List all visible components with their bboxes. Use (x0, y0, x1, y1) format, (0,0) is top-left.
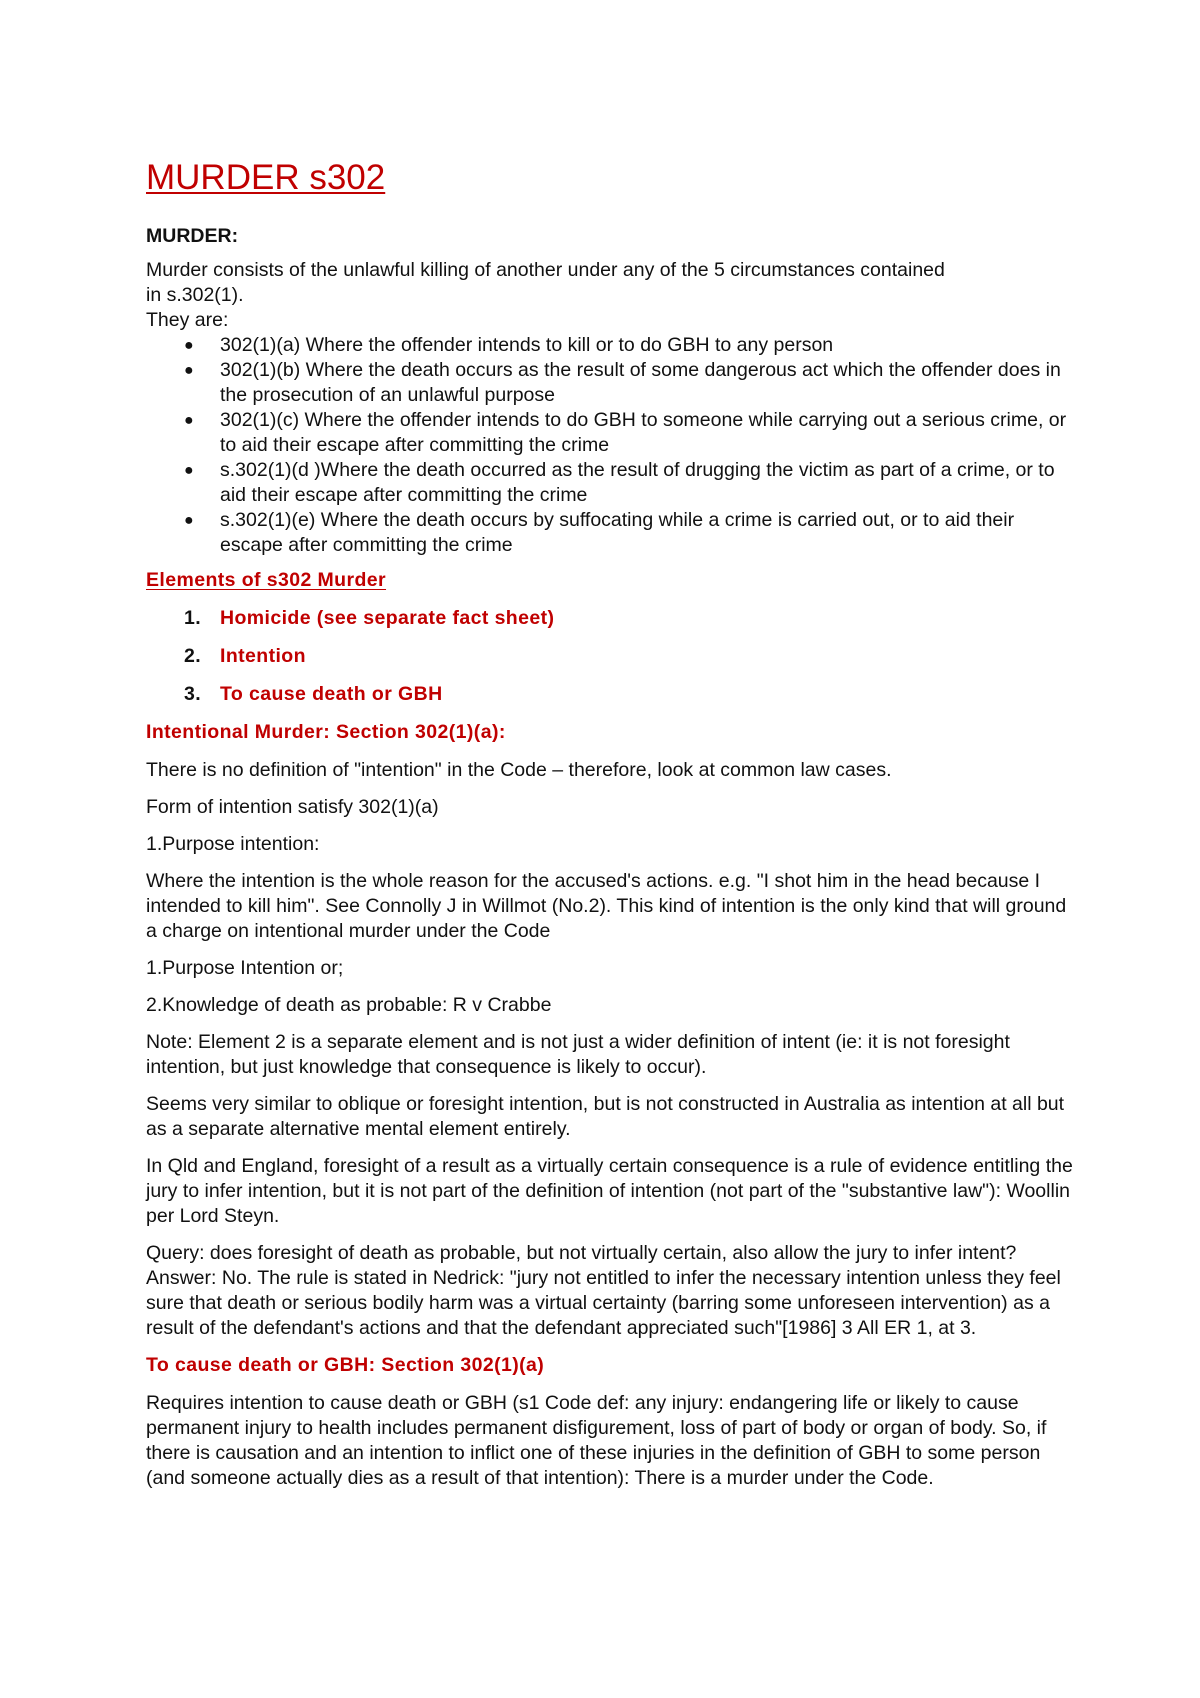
document-page (146, 158, 1076, 1503)
elements-heading: Elements of s302 Murder (146, 569, 387, 591)
list-item-text: To cause death or GBH (220, 683, 443, 705)
list-item (146, 358, 1076, 408)
bullet-icon: ● (184, 512, 194, 529)
list-item-text: 302(1)(c) Where the offender intends to do GBH to someone while carrying out a serious crime, or to aid their escape after committing the crime (220, 409, 1067, 456)
intro-line-2: in s.302(1). (146, 284, 244, 306)
bullet-icon: ● (184, 462, 194, 479)
paragraph: In Qld and England, foresight of a result as a virtually certain consequence is a rule of evidence entitling the jury to infer intention, but it is not part of the definition of intention (not part of the "substantive law"): Woollin per Lord Steyn. (146, 1155, 1073, 1227)
list-item-text: s.302(1)(e) Where the death occurs by suffocating while a crime is carried out, or to aid their escape after committing the crime (220, 509, 1015, 556)
paragraph: Where the intention is the whole reason for the accused's actions. e.g. "I shot him in the head because I intended to kill him". See Connolly J in Willmot (No.2). This kind of intention is the only kind that will ground a charge on intentional murder under the Code (146, 870, 1067, 942)
list-item-text: 302(1)(b) Where the death occurs as the result of some dangerous act which the offender does in the prosecution of an unlawful purpose (220, 359, 1061, 406)
section-subheading: MURDER: (146, 225, 239, 247)
circumstances-list (146, 333, 1076, 558)
list-item (146, 408, 1076, 458)
intentional-murder-heading: Intentional Murder: Section 302(1)(a): (146, 721, 506, 743)
list-item-text: Homicide (see separate fact sheet) (220, 607, 555, 629)
bullet-icon: ● (184, 412, 194, 429)
list-item-text: 302(1)(a) Where the offender intends to kill or to do GBH to any person (220, 334, 834, 356)
list-item-text: Intention (220, 645, 306, 667)
list-item-text: s.302(1)(d )Where the death occurred as the result of drugging the victim as part of a crime, or to aid their escape after committing the crime (220, 459, 1055, 506)
paragraph: Requires intention to cause death or GBH (s1 Code def: any injury: endangering life or likely to cause permanent injury to health includes permanent disfigurement, loss of part of body or organ of body. So, if there is causation and an intention to inflict one of these injuries in the definition of GBH to some person (and someone actually dies as a result of that intention): There is a murder under the Code. (146, 1392, 1047, 1489)
list-item-number: 2. (184, 645, 202, 667)
page-title: MURDER s302 (146, 158, 386, 197)
intro-line-1: Murder consists of the unlawful killing of another under any of the 5 circumstances contained (146, 259, 945, 281)
list-item-number: 1. (184, 607, 202, 629)
paragraph: Note: Element 2 is a separate element and is not just a wider definition of intent (ie: it is not foresight intention, but just knowledge that consequence is likely to occur). (146, 1031, 1010, 1078)
list-item (146, 333, 1076, 358)
paragraph: Form of intention satisfy 302(1)(a) (146, 796, 439, 818)
intro-line-3: They are: (146, 309, 229, 331)
paragraph: 1.Purpose Intention or; (146, 957, 344, 979)
list-item (146, 682, 1076, 706)
list-item (146, 644, 1076, 668)
list-item (146, 606, 1076, 630)
paragraph: Seems very similar to oblique or foresight intention, but is not constructed in Australia as intention at all but as a separate alternative mental element entirely. (146, 1093, 1065, 1140)
gbh-heading: To cause death or GBH: Section 302(1)(a) (146, 1354, 545, 1376)
list-item-number: 3. (184, 683, 202, 705)
bullet-icon: ● (184, 337, 194, 354)
paragraph: 2.Knowledge of death as probable: R v Crabbe (146, 994, 552, 1016)
paragraph: Query: does foresight of death as probable, but not virtually certain, also allow the jury to infer intent? Answer: No. The rule is stated in Nedrick: "jury not entitled to infer the necessary intention unless they feel sure that death or serious bodily harm was a virtual certainty (barring some unforeseen intervention) as a result of the defendant's actions and that the defendant appreciated such"[1986] 3 All ER 1, at 3. (146, 1242, 1061, 1339)
bullet-icon: ● (184, 362, 194, 379)
elements-list (146, 606, 1076, 706)
paragraph: There is no definition of "intention" in the Code – therefore, look at common law cases. (146, 759, 892, 781)
list-item (146, 508, 1076, 558)
list-item (146, 458, 1076, 508)
paragraph: 1.Purpose intention: (146, 833, 320, 855)
